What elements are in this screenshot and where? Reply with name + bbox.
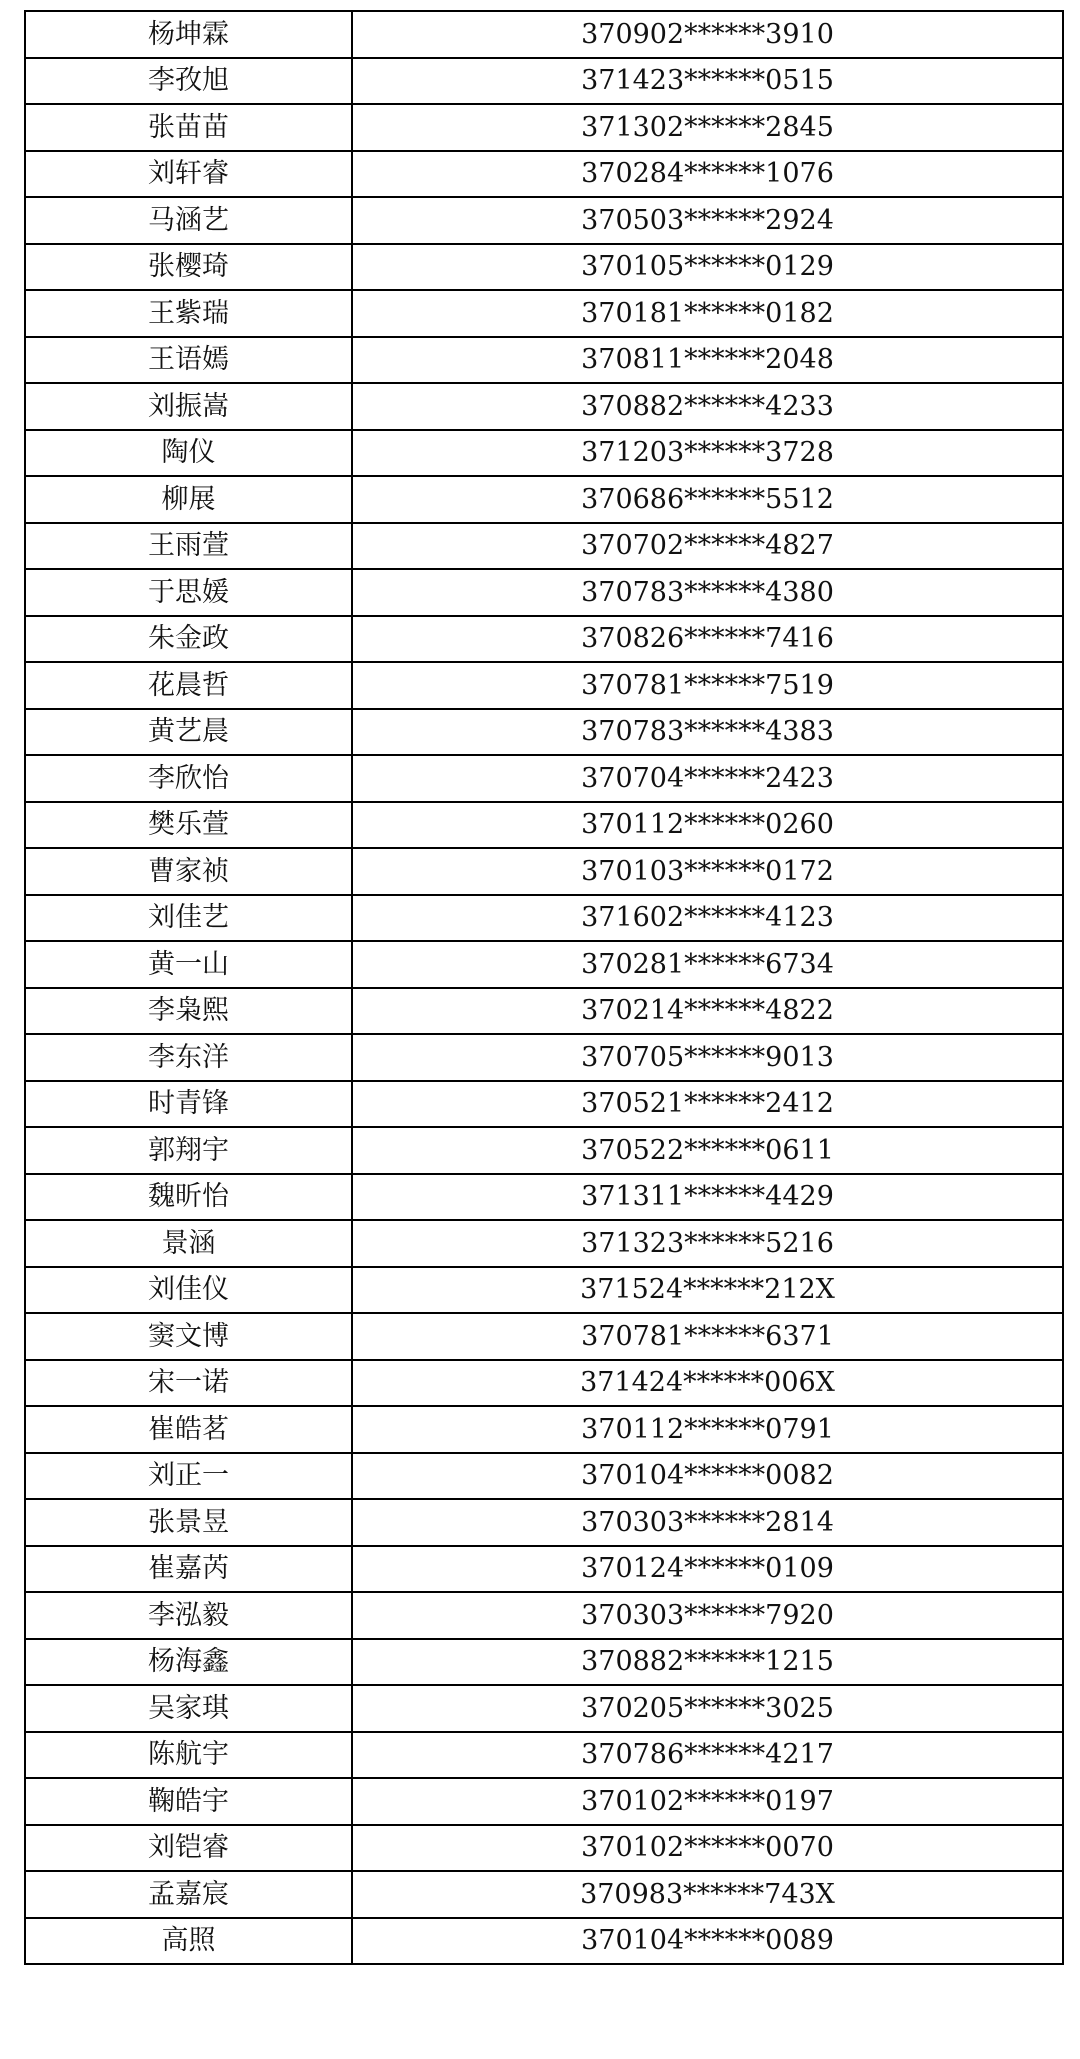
table-row	[25, 523, 1063, 570]
table-row	[25, 58, 1063, 105]
table-row	[25, 1174, 1063, 1221]
name-cell: 李孜旭	[25, 58, 352, 105]
id-number-cell: 370303******7920	[352, 1592, 1063, 1639]
id-number-cell: 370686******5512	[352, 476, 1063, 523]
table-row	[25, 1825, 1063, 1872]
name-cell: 杨坤霖	[25, 11, 352, 58]
id-number-cell: 370105******0129	[352, 244, 1063, 291]
name-cell: 魏昕怡	[25, 1174, 352, 1221]
id-number-cell: 371524******212X	[352, 1267, 1063, 1314]
table-row	[25, 1034, 1063, 1081]
table-row	[25, 290, 1063, 337]
table-row	[25, 1313, 1063, 1360]
id-number-cell: 370124******0109	[352, 1546, 1063, 1593]
name-cell: 杨海鑫	[25, 1639, 352, 1686]
name-cell: 黄艺晨	[25, 709, 352, 756]
name-cell: 陈航宇	[25, 1732, 352, 1779]
id-number-cell: 371424******006X	[352, 1360, 1063, 1407]
table-row	[25, 337, 1063, 384]
table-row	[25, 104, 1063, 151]
name-cell: 刘铠睿	[25, 1825, 352, 1872]
name-cell: 王语嫣	[25, 337, 352, 384]
id-number-cell: 371311******4429	[352, 1174, 1063, 1221]
table-row	[25, 383, 1063, 430]
name-cell: 孟嘉宸	[25, 1871, 352, 1918]
id-number-cell: 370214******4822	[352, 988, 1063, 1035]
id-number-cell: 371602******4123	[352, 895, 1063, 942]
id-number-cell: 370503******2924	[352, 197, 1063, 244]
id-number-cell: 370281******6734	[352, 941, 1063, 988]
name-cell: 王紫瑞	[25, 290, 352, 337]
roster-body	[25, 11, 1063, 1964]
name-cell: 崔皓茗	[25, 1406, 352, 1453]
name-cell: 黄一山	[25, 941, 352, 988]
name-cell: 曹家祯	[25, 848, 352, 895]
name-cell: 刘轩睿	[25, 151, 352, 198]
name-cell: 张苗苗	[25, 104, 352, 151]
name-cell: 于思媛	[25, 569, 352, 616]
id-number-cell: 370104******0082	[352, 1453, 1063, 1500]
id-number-cell: 370103******0172	[352, 848, 1063, 895]
name-cell: 李欣怡	[25, 755, 352, 802]
id-number-cell: 370902******3910	[352, 11, 1063, 58]
id-number-cell: 370112******0791	[352, 1406, 1063, 1453]
id-number-cell: 370522******0611	[352, 1127, 1063, 1174]
name-cell: 樊乐萱	[25, 802, 352, 849]
table-row	[25, 1871, 1063, 1918]
table-row	[25, 1267, 1063, 1314]
name-cell: 景涵	[25, 1220, 352, 1267]
id-number-cell: 370786******4217	[352, 1732, 1063, 1779]
table-row	[25, 802, 1063, 849]
id-number-cell: 370882******1215	[352, 1639, 1063, 1686]
id-number-cell: 370284******1076	[352, 151, 1063, 198]
id-number-cell: 370826******7416	[352, 616, 1063, 663]
table-row	[25, 1685, 1063, 1732]
name-cell: 郭翔宇	[25, 1127, 352, 1174]
table-row	[25, 244, 1063, 291]
name-cell: 吴家琪	[25, 1685, 352, 1732]
table-row	[25, 1732, 1063, 1779]
name-cell: 崔嘉芮	[25, 1546, 352, 1593]
name-cell: 陶仪	[25, 430, 352, 477]
id-number-cell: 370521******2412	[352, 1081, 1063, 1128]
name-cell: 刘佳仪	[25, 1267, 352, 1314]
id-number-cell: 370781******7519	[352, 662, 1063, 709]
name-cell: 花晨哲	[25, 662, 352, 709]
id-number-cell: 370104******0089	[352, 1918, 1063, 1965]
table-row	[25, 662, 1063, 709]
id-number-cell: 371423******0515	[352, 58, 1063, 105]
name-cell: 时青锋	[25, 1081, 352, 1128]
name-cell: 张景昱	[25, 1499, 352, 1546]
id-number-cell: 371302******2845	[352, 104, 1063, 151]
id-number-cell: 370702******4827	[352, 523, 1063, 570]
table-row	[25, 1592, 1063, 1639]
name-cell: 高照	[25, 1918, 352, 1965]
table-row	[25, 755, 1063, 802]
id-number-cell: 370783******4380	[352, 569, 1063, 616]
id-number-cell: 370102******0197	[352, 1778, 1063, 1825]
table-row	[25, 988, 1063, 1035]
table-row	[25, 1081, 1063, 1128]
roster-table	[24, 10, 1064, 1965]
table-row	[25, 151, 1063, 198]
table-row	[25, 616, 1063, 663]
name-cell: 刘佳艺	[25, 895, 352, 942]
id-number-cell: 370112******0260	[352, 802, 1063, 849]
name-cell: 鞠皓宇	[25, 1778, 352, 1825]
table-row	[25, 1499, 1063, 1546]
table-row	[25, 709, 1063, 756]
table-row	[25, 1639, 1063, 1686]
name-cell: 窦文博	[25, 1313, 352, 1360]
table-row	[25, 1546, 1063, 1593]
table-row	[25, 848, 1063, 895]
id-number-cell: 370102******0070	[352, 1825, 1063, 1872]
table-row	[25, 1918, 1063, 1965]
id-number-cell: 370781******6371	[352, 1313, 1063, 1360]
name-cell: 朱金政	[25, 616, 352, 663]
name-cell: 李泓毅	[25, 1592, 352, 1639]
name-cell: 王雨萱	[25, 523, 352, 570]
id-number-cell: 371323******5216	[352, 1220, 1063, 1267]
name-cell: 李东洋	[25, 1034, 352, 1081]
table-row	[25, 1127, 1063, 1174]
table-row	[25, 941, 1063, 988]
table-row	[25, 1360, 1063, 1407]
name-cell: 柳展	[25, 476, 352, 523]
name-cell: 刘振嵩	[25, 383, 352, 430]
id-number-cell: 371203******3728	[352, 430, 1063, 477]
id-number-cell: 370811******2048	[352, 337, 1063, 384]
id-number-cell: 370303******2814	[352, 1499, 1063, 1546]
name-cell: 李枭熙	[25, 988, 352, 1035]
name-cell: 马涵艺	[25, 197, 352, 244]
table-row	[25, 197, 1063, 244]
id-number-cell: 370205******3025	[352, 1685, 1063, 1732]
id-number-cell: 370882******4233	[352, 383, 1063, 430]
id-number-cell: 370704******2423	[352, 755, 1063, 802]
id-number-cell: 370983******743X	[352, 1871, 1063, 1918]
name-cell: 张樱琦	[25, 244, 352, 291]
table-row	[25, 895, 1063, 942]
table-row	[25, 11, 1063, 58]
table-row	[25, 1406, 1063, 1453]
name-cell: 宋一诺	[25, 1360, 352, 1407]
id-number-cell: 370783******4383	[352, 709, 1063, 756]
table-row	[25, 1220, 1063, 1267]
table-row	[25, 569, 1063, 616]
table-row	[25, 1778, 1063, 1825]
table-row	[25, 476, 1063, 523]
table-row	[25, 430, 1063, 477]
name-cell: 刘正一	[25, 1453, 352, 1500]
table-row	[25, 1453, 1063, 1500]
id-number-cell: 370181******0182	[352, 290, 1063, 337]
id-number-cell: 370705******9013	[352, 1034, 1063, 1081]
